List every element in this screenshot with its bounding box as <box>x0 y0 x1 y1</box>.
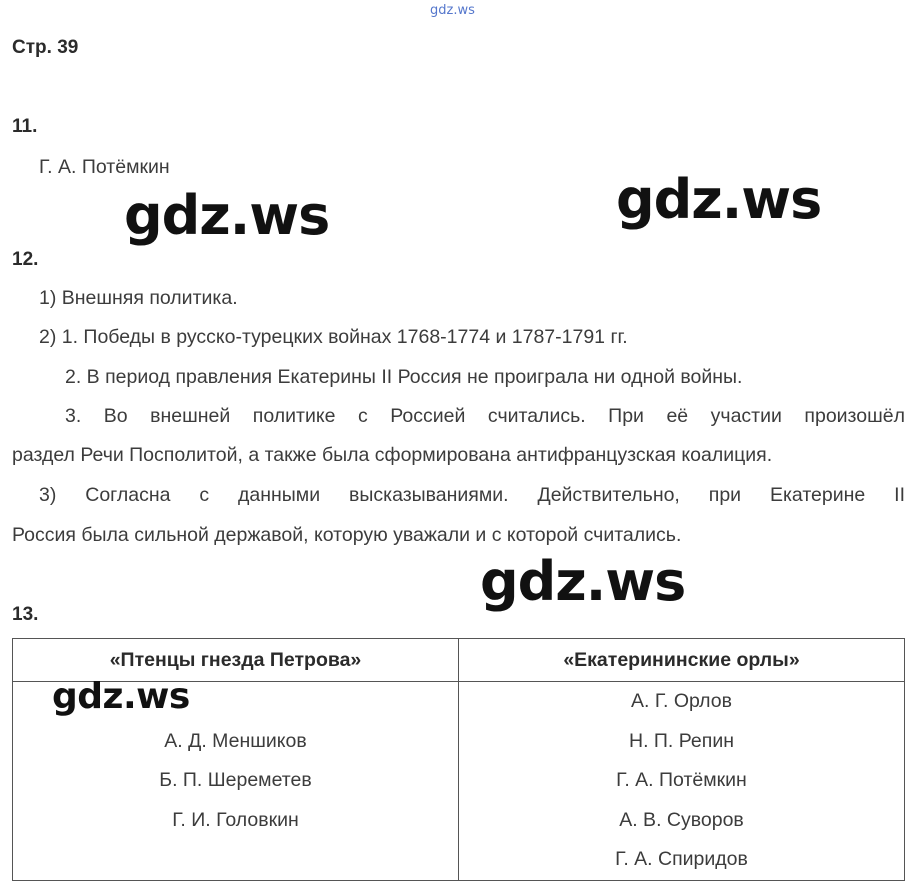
watermark-1: gdz.ws <box>124 184 330 247</box>
question-11-answer: Г. А. Потёмкин <box>39 156 170 178</box>
list-item: Г. И. Головкин <box>172 808 299 831</box>
watermark-4: gdz.ws <box>52 676 190 717</box>
list-item: Г. А. Потёмкин <box>616 769 747 792</box>
watermark-top: gdz.ws <box>430 3 475 18</box>
list-item: Г. А. Спиридов <box>615 848 748 871</box>
list-item: А. Д. Меншиков <box>164 729 307 752</box>
list-item: Б. П. Шереметев <box>159 769 312 792</box>
question-12-line-4b: раздел Речи Посполитой, а также была сформирована антифранцузская коалиция. <box>12 444 773 466</box>
question-12-line-2: 2) 1. Победы в русско-турецких войнах 1768-1774 и 1787-1791 гг. <box>39 326 628 348</box>
table-header-right: «Екатерининские орлы» <box>459 639 905 682</box>
table-cell-right <box>459 682 905 881</box>
list-item: Н. П. Репин <box>629 729 734 752</box>
comparison-table <box>12 638 905 881</box>
question-11-number: 11. <box>12 116 38 137</box>
page-label: Стр. 39 <box>12 37 79 58</box>
table-header-left: «Птенцы гнезда Петрова» <box>13 639 459 682</box>
question-12-number: 12. <box>12 249 39 270</box>
question-12-line-1: 1) Внешняя политика. <box>39 287 238 309</box>
question-12-line-4a: 3. Во внешней политике с Россией считались. При её участии произошёл <box>65 405 905 427</box>
watermark-3: gdz.ws <box>480 550 686 613</box>
watermark-2: gdz.ws <box>616 168 822 231</box>
question-12-line-5b: Россия была сильной державой, которую уважали и с которой считались. <box>12 524 682 546</box>
list-item: А. В. Суворов <box>619 808 744 831</box>
list-item: А. Г. Орлов <box>630 690 732 712</box>
question-12-line-3: 2. В период правления Екатерины II Россия не проиграла ни одной войны. <box>65 366 743 388</box>
question-13-number: 13. <box>12 604 39 625</box>
question-12-line-5a: 3) Согласна с данными высказываниями. Действительно, при Екатерине II <box>39 484 905 506</box>
